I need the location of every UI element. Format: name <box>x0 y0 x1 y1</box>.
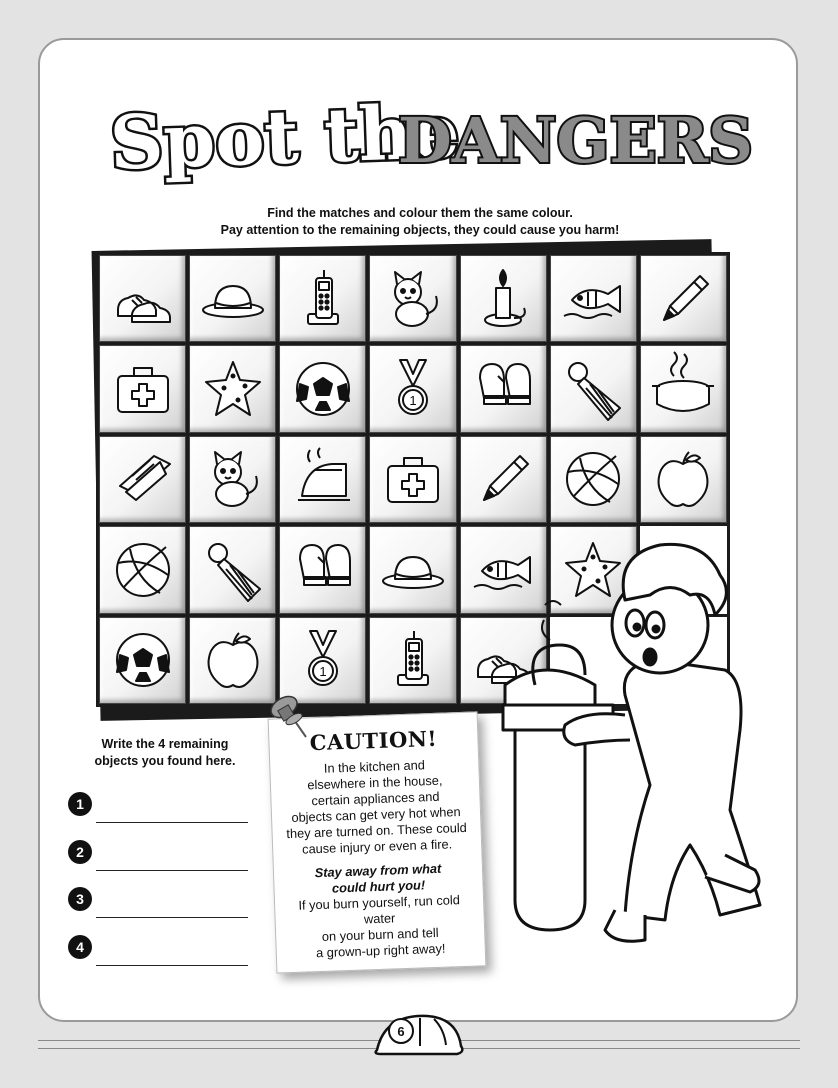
answer-line-1[interactable] <box>68 792 258 822</box>
first-aid-kit-icon <box>380 446 446 512</box>
pushpin-icon <box>262 685 324 747</box>
medal-icon <box>380 356 446 422</box>
caution-tip: a grown-up right away! <box>315 940 446 961</box>
grid-cell[interactable] <box>279 436 366 523</box>
instruction-line-2: Pay attention to the remaining objects, they could cause you harm! <box>220 223 620 237</box>
grid-cell[interactable] <box>460 436 547 523</box>
page-title <box>100 82 754 192</box>
answer-number-3: 3 <box>68 887 92 911</box>
grid-cell[interactable] <box>640 255 727 342</box>
answer-number-1: 1 <box>68 792 92 816</box>
answer-underline <box>96 822 248 823</box>
beach-ball-icon <box>110 537 176 603</box>
answer-line-3[interactable] <box>68 887 258 917</box>
boy-at-sink-illustration <box>475 545 775 985</box>
shuttlecock-icon <box>560 356 626 422</box>
answer-underline <box>96 917 248 918</box>
answer-prompt-line-2: objects you found here. <box>94 754 236 768</box>
grid-cell[interactable] <box>99 617 186 704</box>
first-aid-kit-icon <box>110 356 176 422</box>
grid-cell[interactable] <box>189 255 276 342</box>
starfish-icon <box>200 356 266 422</box>
grid-cell[interactable] <box>189 526 276 613</box>
sneakers-icon <box>110 266 176 332</box>
grid-cell[interactable] <box>640 345 727 432</box>
grid-cell[interactable] <box>369 345 456 432</box>
beach-ball-icon <box>560 446 626 512</box>
grid-cell[interactable] <box>189 345 276 432</box>
grid-cell[interactable] <box>640 436 727 523</box>
answer-line-2[interactable] <box>68 840 258 870</box>
answer-prompt <box>70 736 260 770</box>
svg-text:1: 1 <box>319 664 327 680</box>
grid-cell[interactable] <box>99 436 186 523</box>
mittens-icon <box>290 537 356 603</box>
caution-emphasis-2: could hurt you! <box>331 877 426 896</box>
caution-line: they are turned on. These could <box>286 819 468 842</box>
caution-tip: on your burn and tell <box>321 924 439 944</box>
grid-cell[interactable] <box>369 617 456 704</box>
candle-icon <box>470 266 536 332</box>
instructions <box>150 205 690 239</box>
firefighter-helmet-icon <box>372 1010 467 1058</box>
answer-underline <box>96 870 248 871</box>
grid-cell[interactable] <box>369 255 456 342</box>
page-number: 6 <box>388 1018 414 1044</box>
caution-line: certain appliances and <box>311 788 440 809</box>
cordless-phone-icon <box>380 627 446 693</box>
grid-cell[interactable] <box>99 526 186 613</box>
soccer-ball-icon <box>290 356 356 422</box>
pencil-icon <box>470 446 536 512</box>
grid-cell[interactable] <box>369 526 456 613</box>
apple-icon <box>200 627 266 693</box>
grid-cell[interactable] <box>460 255 547 342</box>
medal-icon <box>290 627 356 693</box>
shuttlecock-icon <box>200 537 266 603</box>
soccer-ball-icon <box>110 627 176 693</box>
caution-line: objects can get very hot when <box>291 804 461 825</box>
answer-line-4[interactable] <box>68 935 258 965</box>
grid-cell[interactable] <box>99 255 186 342</box>
apple-icon <box>650 446 716 512</box>
grid-cell[interactable] <box>550 436 637 523</box>
svg-text:1: 1 <box>409 393 417 409</box>
grid-cell[interactable] <box>369 436 456 523</box>
cat-icon <box>380 266 446 332</box>
grid-cell[interactable] <box>550 345 637 432</box>
caution-note <box>268 711 487 973</box>
grid-cell[interactable] <box>99 345 186 432</box>
pencil-icon <box>650 266 716 332</box>
grid-cell[interactable] <box>550 255 637 342</box>
grid-cell[interactable] <box>189 436 276 523</box>
grid-cell[interactable] <box>279 255 366 342</box>
mittens-icon <box>470 356 536 422</box>
cat-icon <box>200 446 266 512</box>
grid-cell[interactable] <box>279 345 366 432</box>
caution-line: elsewhere in the house, <box>307 772 443 793</box>
title-dangers: DANGERS <box>398 104 754 177</box>
answer-prompt-line-1: Write the 4 remaining <box>101 737 229 751</box>
cordless-phone-icon <box>290 266 356 332</box>
instruction-line-1: Find the matches and colour them the same colour. <box>267 206 573 220</box>
hat-icon <box>380 537 446 603</box>
fish-icon <box>560 266 626 332</box>
answer-number-4: 4 <box>68 935 92 959</box>
hair-straightener-icon <box>110 446 176 512</box>
answer-number-2: 2 <box>68 840 92 864</box>
grid-cell[interactable] <box>279 526 366 613</box>
caution-tip: If you burn yourself, run cold water <box>298 892 461 927</box>
caution-line: cause injury or even a fire. <box>301 836 453 857</box>
answer-underline <box>96 965 248 966</box>
grid-cell[interactable] <box>460 345 547 432</box>
hot-pot-icon <box>650 356 716 422</box>
hat-icon <box>200 266 266 332</box>
iron-icon <box>290 446 356 512</box>
caution-line: In the kitchen and <box>323 757 426 776</box>
caution-emphasis-1: Stay away from what <box>314 860 442 881</box>
caution-heading: CAUTION! <box>309 725 438 756</box>
title-spot-the: Spot the <box>108 88 461 187</box>
